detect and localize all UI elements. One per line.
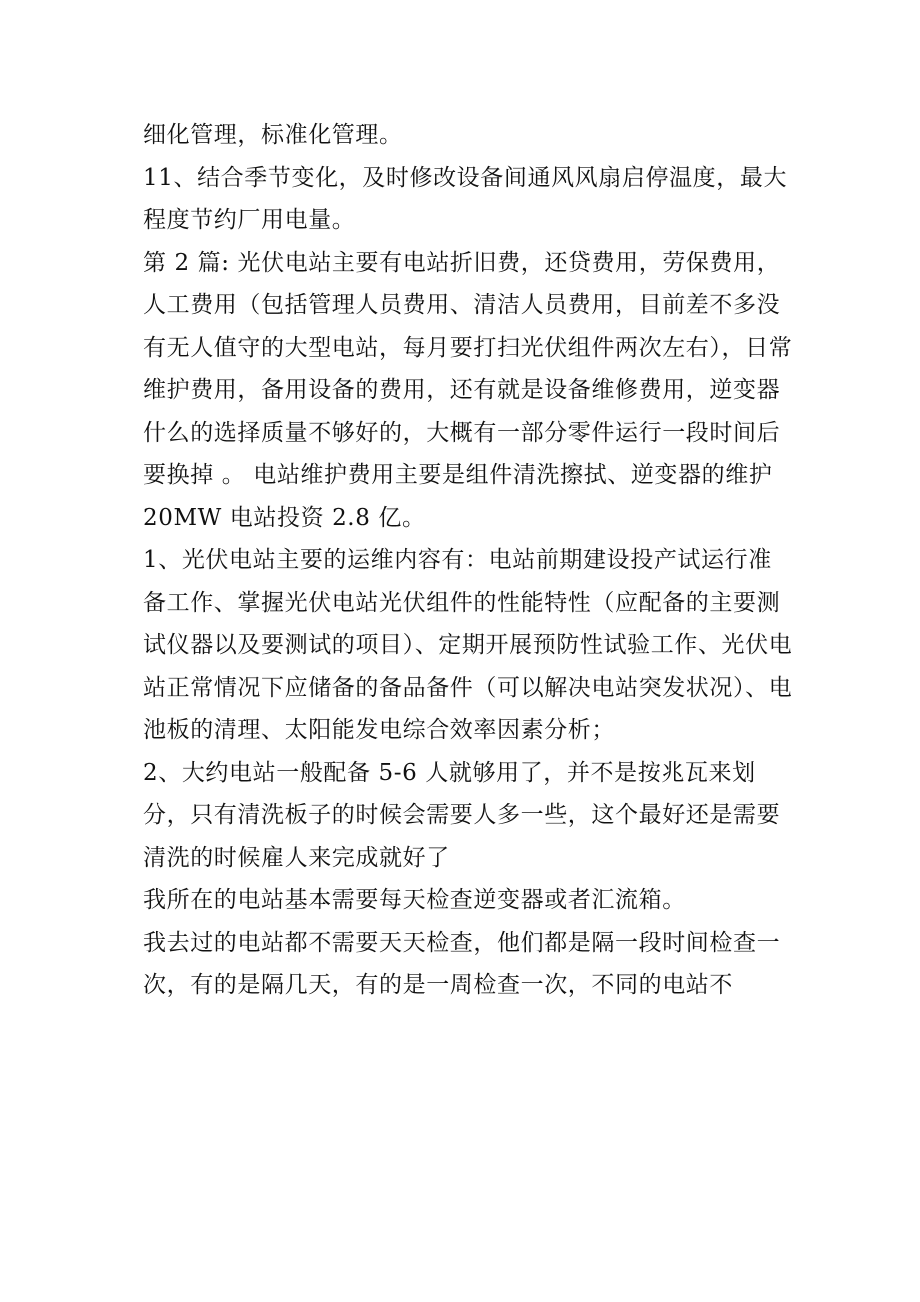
paragraph: 细化管理，标准化管理。 <box>143 122 403 148</box>
paragraph: 我去过的电站都不需要天天检查，他们都是隔一段时间检查一次，有的是隔几天，有的是一周检查一次，不同的电站不 <box>143 929 781 998</box>
document-body <box>143 114 793 1007</box>
paragraph: 20MW 电站投资 2.8 亿。 <box>143 504 426 531</box>
paragraph: 我所在的电站基本需要每天检查逆变器或者汇流箱。 <box>143 887 686 913</box>
paragraph: 第 2 篇: 光伏电站主要有电站折旧费，还贷费用，劳保费用，人工费用（包括管理人员费用、清洁人员费用，目前差不多没有无人值守的大型电站，每月要打扫光伏组件两次左右），日常维护费用，备用设备的费用，还有就是设备维修费用，逆变器什么的选择质量不够好的，大概有一部分零件运行一段时间后要换掉 。 电站维护费用主要是组件清洗擦拭、逆变器的维护 <box>143 249 793 488</box>
paragraph: 1、光伏电站主要的运维内容有：电站前期建设投产试运行准备工作、掌握光伏电站光伏组件的性能特性（应配备的主要测试仪器以及要测试的项目）、定期开展预防性试验工作、光伏电站正常情况下应储备的备品备件（可以解决电站突发状况）、电池板的清理、太阳能发电综合效率因素分析； <box>143 547 793 743</box>
paragraph: 2、大约电站一般配备 5-6 人就够用了，并不是按兆瓦来划分，只有清洗板子的时候会需要人多一些，这个最好还是需要清洗的时候雇人来完成就好了 <box>143 759 781 871</box>
paragraph: 11、结合季节变化，及时修改设备间通风风扇启停温度，最大程度节约厂用电量。 <box>143 164 788 233</box>
